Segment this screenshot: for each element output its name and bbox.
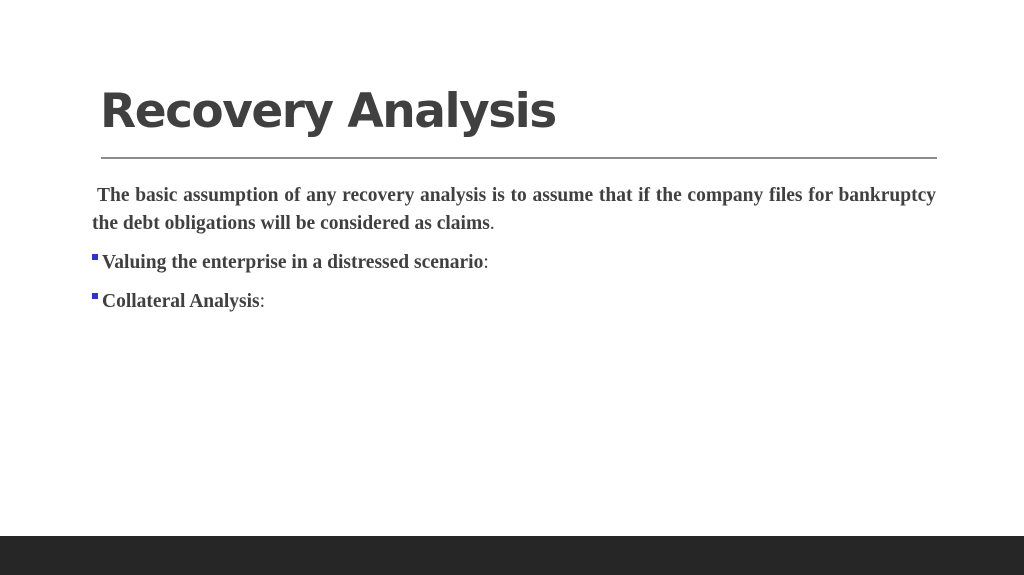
bullet-text: Valuing the enterprise in a distressed scenario [102, 252, 484, 273]
slide-title: Recovery Analysis [100, 84, 556, 139]
title-divider [101, 157, 937, 159]
square-bullet-icon [92, 254, 98, 260]
footer-bar [0, 536, 1024, 575]
bullet-trailing: : [483, 252, 489, 273]
square-bullet-icon [92, 293, 98, 299]
bullet-item-valuing [92, 249, 936, 277]
bullet-trailing: : [259, 291, 266, 312]
intro-paragraph-text: The basic assumption of any recovery analysis is to assume that if the company files for bankruptcy the debt obligations will be considered as claims [92, 185, 936, 234]
intro-paragraph-trailing: . [489, 213, 495, 234]
intro-paragraph [92, 182, 936, 238]
bullet-text: Collateral Analysis [102, 291, 260, 312]
slide-body [92, 182, 936, 316]
bullet-item-collateral [92, 288, 936, 316]
